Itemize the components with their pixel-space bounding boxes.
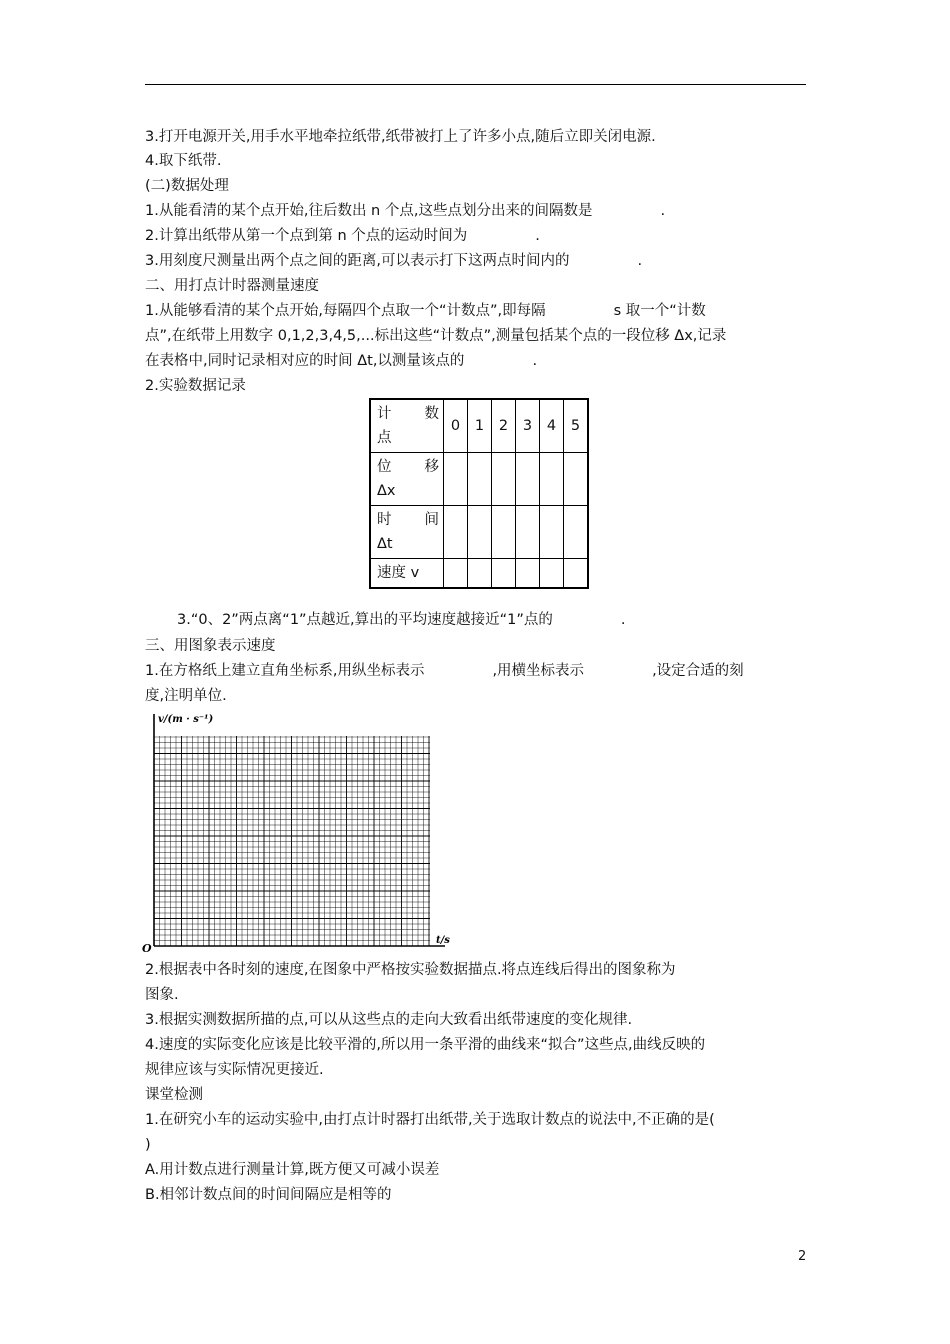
table-cell bbox=[516, 559, 540, 589]
option-b: B.相邻计数点间的时间间隔应是相等的 bbox=[145, 1187, 392, 1203]
section-heading: 课堂检测 bbox=[145, 1087, 203, 1103]
table-row bbox=[370, 559, 588, 589]
table-cell bbox=[468, 453, 492, 506]
table-cell bbox=[444, 559, 468, 589]
table-cell bbox=[564, 559, 589, 589]
text-line: 规律应该与实际情况更接近. bbox=[145, 1062, 324, 1078]
header-cell: 计 数 点 bbox=[370, 399, 444, 453]
row-label: 速度 v bbox=[370, 559, 444, 589]
table-cell bbox=[468, 559, 492, 589]
row-label: 位 移 Δx bbox=[370, 453, 444, 506]
table-cell bbox=[564, 453, 589, 506]
text-line: 4.取下纸带. bbox=[145, 153, 222, 169]
table-cell bbox=[492, 453, 516, 506]
table-cell bbox=[540, 453, 564, 506]
column-header: 4 bbox=[540, 399, 564, 453]
column-header: 3 bbox=[516, 399, 540, 453]
table-cell bbox=[444, 506, 468, 559]
header-rule bbox=[145, 84, 806, 85]
section-heading: 三、用图象表示速度 bbox=[145, 638, 276, 654]
text-line: 在表格中,同时记录相对应的时间 Δt,以测量该点的 . bbox=[145, 353, 538, 369]
column-header: 2 bbox=[492, 399, 516, 453]
column-header: 0 bbox=[444, 399, 468, 453]
text-line: 2.计算出纸带从第一个点到第 n 个点的运动时间为 . bbox=[145, 228, 540, 244]
section-heading: (二)数据处理 bbox=[145, 178, 229, 194]
question-text: ) bbox=[145, 1137, 151, 1153]
origin-label: O bbox=[142, 942, 152, 954]
table-cell bbox=[516, 453, 540, 506]
grid-lines bbox=[154, 736, 430, 946]
table-cell bbox=[468, 506, 492, 559]
text-line: 3.根据实测数据所描的点,可以从这些点的走向大致看出纸带速度的变化规律. bbox=[145, 1012, 633, 1028]
table-row bbox=[370, 399, 588, 453]
text-line: 3.用刻度尺测量出两个点之间的距离,可以表示打下这两点时间内的 . bbox=[145, 253, 643, 269]
page-number: 2 bbox=[798, 1249, 807, 1264]
table-row bbox=[370, 453, 588, 506]
table-cell bbox=[540, 559, 564, 589]
table-cell bbox=[444, 453, 468, 506]
column-header: 1 bbox=[468, 399, 492, 453]
text-line: 3.“0、2”两点离“1”点越近,算出的平均速度越接近“1”点的 . bbox=[177, 612, 626, 628]
text-line: 4.速度的实际变化应该是比较平滑的,所以用一条平滑的曲线来“拟合”这些点,曲线反映的 bbox=[145, 1037, 706, 1053]
table-cell bbox=[516, 506, 540, 559]
text-line: 1.从能够看清的某个点开始,每隔四个点取一个“计数点”,即每隔 s 取一个“计数 bbox=[145, 303, 706, 319]
data-table bbox=[369, 398, 589, 589]
table-cell bbox=[492, 506, 516, 559]
question-text: 1.在研究小车的运动实验中,由打点计时器打出纸带,关于选取计数点的说法中,不正确的是( bbox=[145, 1112, 715, 1128]
column-header: 5 bbox=[564, 399, 589, 453]
text-line: 2.根据表中各时刻的速度,在图象中严格按实验数据描点.将点连线后得出的图象称为 bbox=[145, 962, 676, 978]
option-a: A.用计数点进行测量计算,既方便又可减小误差 bbox=[145, 1162, 440, 1178]
text-line: 点”,在纸带上用数字 0,1,2,3,4,5,...标出这些“计数点”,测量包括某个点的一段位移 Δx,记录 bbox=[145, 328, 727, 344]
table-cell bbox=[564, 506, 589, 559]
text-line: 2.实验数据记录 bbox=[145, 378, 246, 394]
text-line: 1.从能看清的某个点开始,往后数出 n 个点,这些点划分出来的间隔数是 . bbox=[145, 203, 666, 219]
text-line: 3.打开电源开关,用手水平地牵拉纸带,纸带被打上了许多小点,随后立即关闭电源. bbox=[145, 129, 656, 145]
x-axis-label: t/s bbox=[436, 935, 450, 946]
grid-graph bbox=[140, 708, 460, 954]
table-cell bbox=[540, 506, 564, 559]
text-line: 图象. bbox=[145, 987, 179, 1003]
section-heading: 二、用打点计时器测量速度 bbox=[145, 278, 319, 294]
text-line: 度,注明单位. bbox=[145, 688, 227, 704]
y-axis-label: v/(m · s⁻¹) bbox=[158, 714, 214, 725]
table-cell bbox=[492, 559, 516, 589]
table-row bbox=[370, 506, 588, 559]
text-line: 1.在方格纸上建立直角坐标系,用纵坐标表示 ,用横坐标表示 ,设定合适的刻 bbox=[145, 663, 744, 679]
row-label: 时 间 Δt bbox=[370, 506, 444, 559]
